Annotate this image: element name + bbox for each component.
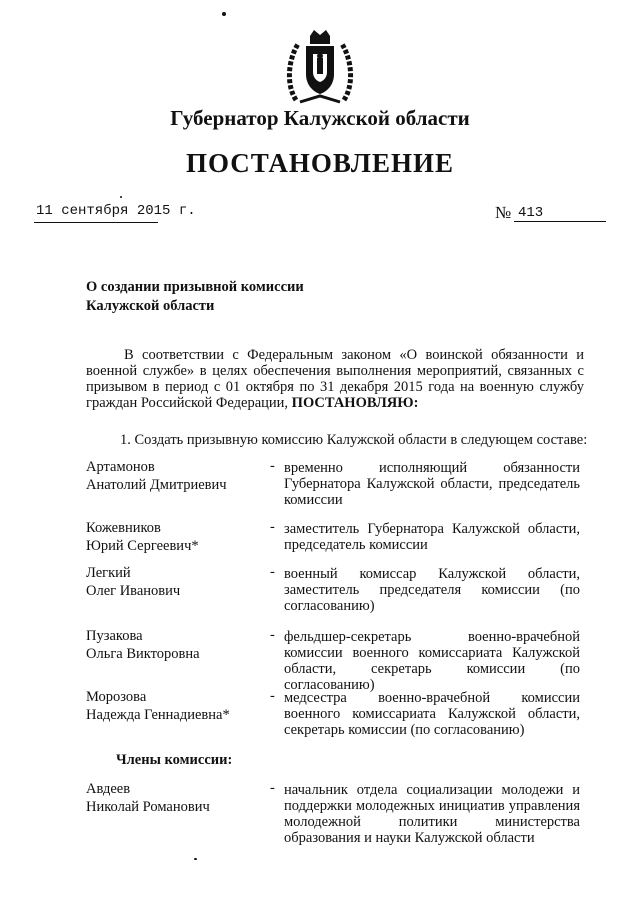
member-given-names: Юрий Сергеевич* — [86, 538, 199, 554]
member-role: начальник отдела социализации молодежи и поддержки молодежных инициатив управления молодежной политики министерства образования и науки Калужской области — [284, 782, 580, 846]
member-name — [86, 519, 266, 555]
member-given-names: Анатолий Дмитриевич — [86, 477, 227, 493]
dash-separator: - — [270, 688, 275, 704]
document-date: 11 сентября 2015 г. — [36, 203, 196, 219]
coat-of-arms-icon — [286, 30, 354, 108]
scan-speck — [194, 858, 197, 860]
dash-separator: - — [270, 564, 275, 580]
date-underline — [34, 222, 158, 223]
member-given-names: Надежда Геннадиевна* — [86, 707, 230, 723]
issuing-authority: Губернатор Калужской области — [170, 106, 470, 130]
member-given-names: Олег Иванович — [86, 583, 181, 599]
member-role: временно исполняющий обязанности Губернатора Калужской области, председатель комиссии — [284, 460, 580, 508]
member-given-names: Ольга Викторовна — [86, 646, 200, 662]
scan-speck — [120, 196, 122, 198]
dash-separator: - — [270, 458, 275, 474]
member-name — [86, 780, 266, 816]
member-surname: Легкий — [86, 565, 131, 581]
number-underline — [514, 221, 606, 222]
member-role: фельдшер-секретарь военно-врачебной комиссии военного комиссариата Калужской области, секретарь комиссии (по согласованию) — [284, 629, 580, 693]
document-subject — [86, 278, 386, 316]
member-role: медсестра военно-врачебной комиссии военного комиссариата Калужской области, секретарь комиссии (по согласованию) — [284, 690, 580, 738]
scan-speck — [222, 12, 226, 16]
member-surname: Авдеев — [86, 781, 131, 797]
resolve-word: ПОСТАНОВЛЯЮ: — [291, 395, 419, 411]
number-sign: № — [495, 203, 512, 222]
item-1-text: 1. Создать призывную комиссию Калужской области в следующем составе: — [120, 432, 588, 448]
dash-separator: - — [270, 519, 275, 535]
document-type-title: ПОСТАНОВЛЕНИЕ — [185, 148, 455, 178]
member-surname: Кожевников — [86, 520, 161, 536]
member-role: военный комиссар Калужской области, заместитель председателя комиссии (по согласованию) — [284, 566, 580, 614]
preamble-paragraph — [86, 347, 584, 411]
subject-line: О создании призывной комиссии — [86, 279, 304, 295]
member-name — [86, 564, 266, 600]
member-name — [86, 627, 266, 663]
document-number: 413 — [518, 205, 544, 221]
dash-separator: - — [270, 780, 275, 796]
subject-line: Калужской области — [86, 298, 215, 314]
preamble-text: В соответствии с Федеральным законом «О воинской обязанности и военной службе» в целях обеспечения выполнения мероприятий, связанных с призывом в период с 01 октября по 31 декабря 2015 года на военную службу граждан Российской Федерации, — [86, 347, 584, 411]
member-surname: Пузакова — [86, 628, 143, 644]
dash-separator: - — [270, 627, 275, 643]
member-role: заместитель Губернатора Калужской области, председатель комиссии — [284, 521, 580, 553]
member-name — [86, 458, 266, 494]
member-given-names: Николай Романович — [86, 799, 210, 815]
member-name — [86, 688, 266, 724]
members-heading: Члены комиссии: — [116, 752, 233, 768]
member-surname: Артамонов — [86, 459, 155, 475]
member-surname: Морозова — [86, 689, 147, 705]
